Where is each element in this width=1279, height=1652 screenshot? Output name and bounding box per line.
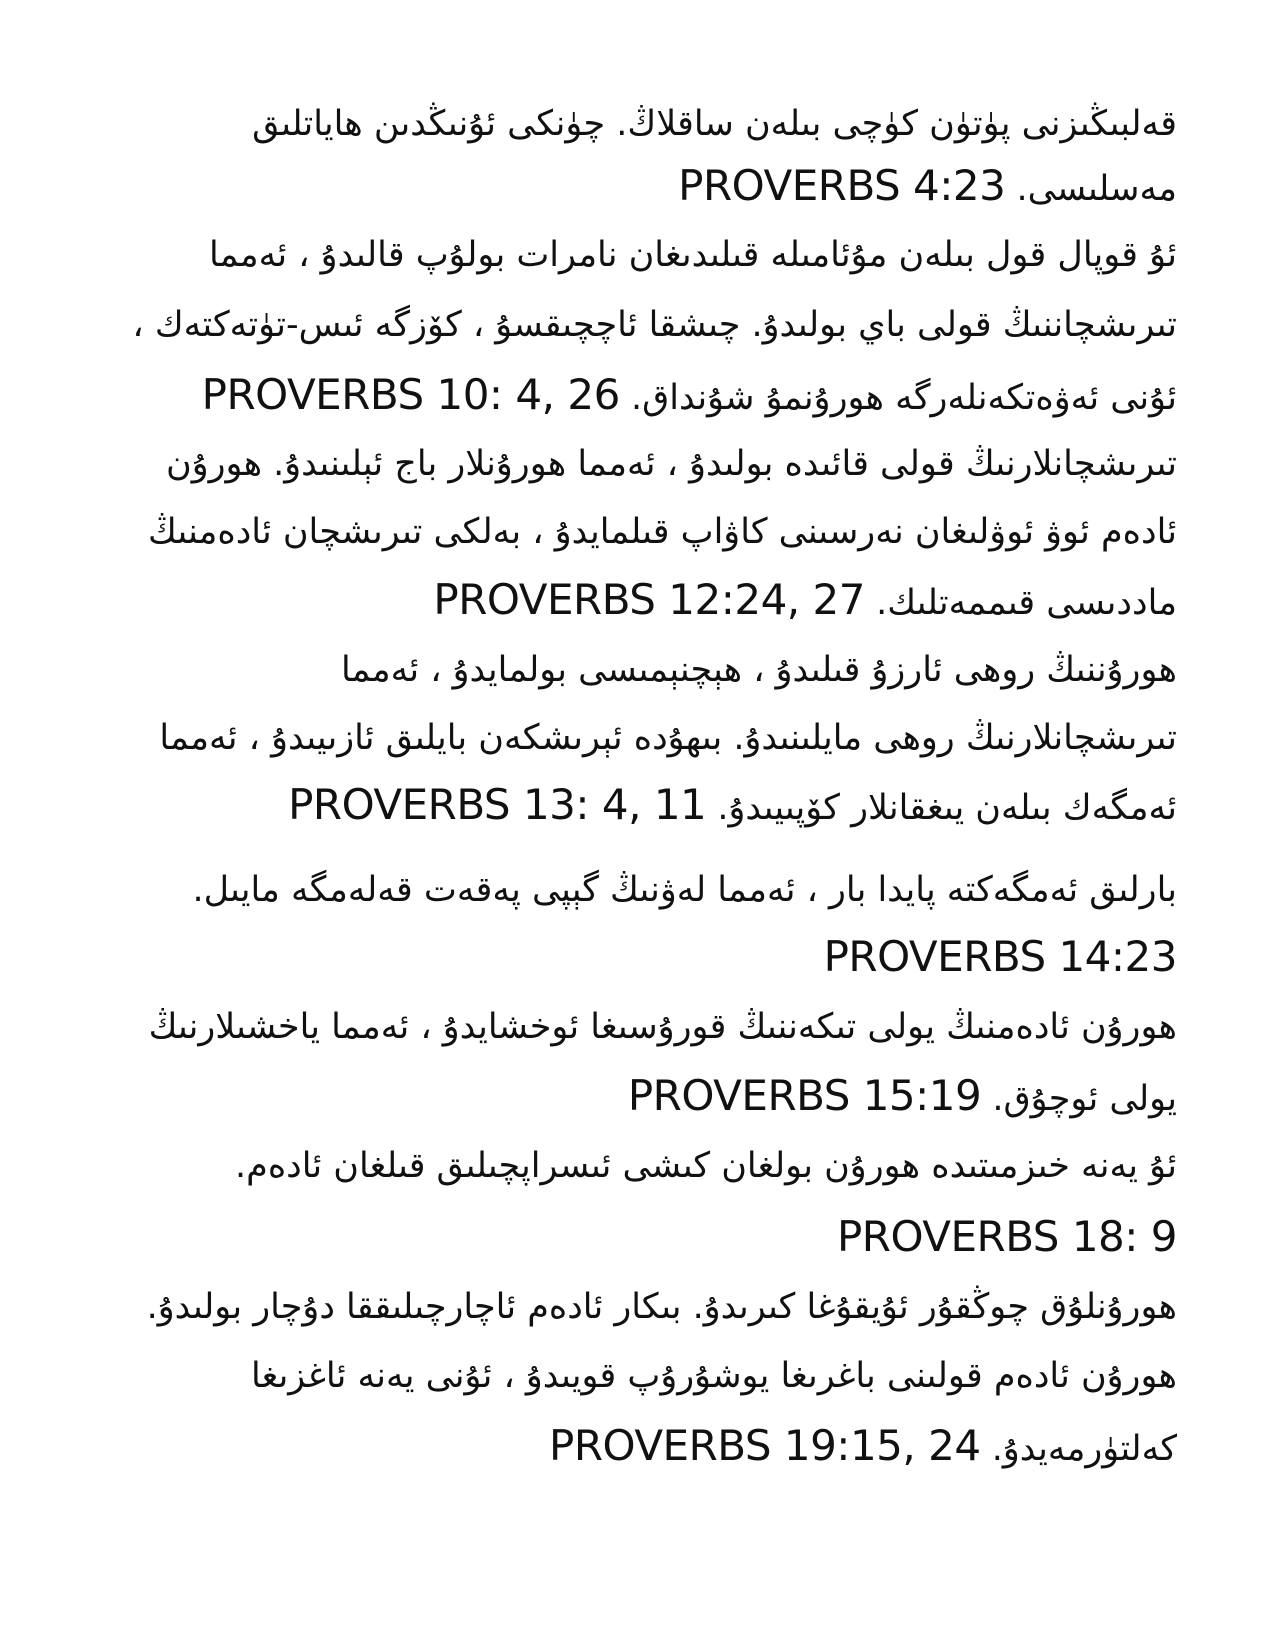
passage-8-line-2: ھورۇن ئادەم قولىنى باغرىغا يوشۇرۇپ قويىدۇ ، ئۇنى يەنە ئاغزىغا <box>251 1356 1177 1396</box>
passage-2-reference: PROVERBS 10: 4, 26 <box>201 370 620 419</box>
passage-6-line-1: ھورۇن ئادەمنىڭ يولى تىكەننىڭ قورۇسىغا ئوخشايدۇ ، ئەمما ياخشىلارنىڭ <box>148 1007 1177 1047</box>
passage-4-line-3 <box>57 775 1177 838</box>
passage-1-line-1: قەلبىڭىزنى پۈتۈن كۈچى بىلەن ساقلاڭ. چۈنكى ئۇنىڭدىن ھاياتلىق <box>252 104 1177 144</box>
passage-3-line-2: ئادەم ئوۋ ئوۋلىغان نەرسىنى كاۋاپ قىلمايدۇ ، بەلكى تىرىشچان ئادەمنىڭ <box>148 512 1177 552</box>
passage-8-line-1: ھورۇنلۇق چوڭقۇر ئۇيقۇغا كىرىدۇ. بىكار ئادەم ئاچارچىلىققا دۇچار بولىدۇ. <box>146 1287 1177 1327</box>
passage-1-last-text: مەسلىسى. <box>1016 169 1177 209</box>
passage-6-line-2 <box>57 1066 1177 1129</box>
passage-3-last-text: ماددىسى قىممەتلىك. <box>876 583 1177 623</box>
passage-3-line-1: تىرىشچانلارنىڭ قولى قائىدە بولىدۇ ، ئەمما ھورۇنلار باج ئېلىنىدۇ. ھورۇن <box>165 444 1177 484</box>
passage-4-line-2: تىرىشچانلارنىڭ روھى مايلىنىدۇ. بىھۇدە ئېرىشكەن بايلىق ئازىيىدۇ ، ئەمما <box>159 718 1177 758</box>
passage-8-last-text: كەلتۈرمەيدۇ. <box>991 1429 1177 1469</box>
passage-2-last-text: ئۇنى ئەۋەتكەنلەرگە ھورۇنمۇ شۇنداق. <box>630 378 1177 418</box>
passage-2-line-2: تىرىشچاننىڭ قولى باي بولىدۇ. چىشقا ئاچچىقسۇ ، كۆزگە ئىس-تۈتەكتەك ، <box>132 305 1177 345</box>
passage-2-line-1: ئۇ قوپال قول بىلەن مۇئامىلە قىلىدىغان نامرات بولۇپ قالىدۇ ، ئەمما <box>208 235 1177 275</box>
passage-6-reference: PROVERBS 15:19 <box>627 1071 982 1120</box>
passage-3-reference: PROVERBS 12:24, 27 <box>433 575 865 624</box>
passage-1-reference: PROVERBS 4:23 <box>678 161 1006 210</box>
passage-4-line-1: ھورۇننىڭ روھى ئارزۇ قىلىدۇ ، ھېچنېمىسى بولمايدۇ ، ئەمما <box>340 650 1177 690</box>
passage-4-last-text: ئەمگەك بىلەن يىغقانلار كۆپىيىدۇ. <box>717 788 1177 828</box>
passage-5-reference: PROVERBS 14:23 <box>823 932 1177 981</box>
passage-8-line-3 <box>57 1416 1177 1479</box>
passage-6-last-text: يولى ئوچۇق. <box>992 1079 1177 1119</box>
passage-8-reference: PROVERBS 19:15, 24 <box>549 1421 981 1470</box>
passage-5-line-1: بارلىق ئەمگەكتە پايدا بار ، ئەمما لەۋنىڭ گېپى پەقەت قەلەمگە مايىل. <box>192 870 1177 910</box>
passage-2-line-3 <box>57 365 1177 428</box>
passage-3-line-3 <box>57 570 1177 633</box>
passage-7-reference: PROVERBS 18: 9 <box>836 1212 1177 1261</box>
passage-4-reference: PROVERBS 13: 4, 11 <box>288 780 707 829</box>
passage-1-line-2 <box>57 156 1177 219</box>
passage-7-line-1: ئۇ يەنە خىزمىتىدە ھورۇن بولغان كىشى ئىسراپچىلىق قىلغان ئادەم. <box>235 1146 1177 1186</box>
